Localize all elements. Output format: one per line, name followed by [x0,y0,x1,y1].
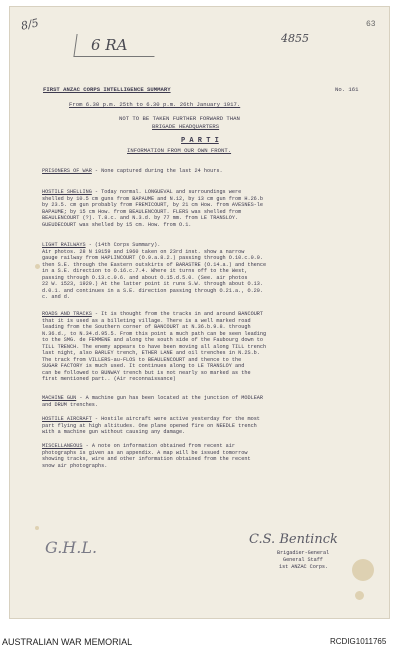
text-line: TILL TRENCH. The enemy appears to have been moving all along TILL trench [42,343,267,350]
footer-institution: AUSTRALIAN WAR MEMORIAL [2,637,133,647]
part-heading: P A R T I [181,137,219,145]
text-line: gauge railway from HAPLINCOURT (O.9.a.8.2.) passing through O.10.c.0.0. [42,255,264,261]
section-machine-guns [42,395,372,408]
part-subtitle: INFORMATION FROM OUR OWN FRONT. [127,147,232,154]
text-line: snow air photographs. [42,462,108,469]
text-line: 22 W. 1523, 1929.) At the latter point it runs S.W. through about O.13. [42,281,264,287]
text-line: The track from VILLERS-au-FLOS to BEAULENCOURT and thence to the [42,356,242,363]
handwritten-note-right: 4855 [281,32,309,45]
stain-mark [355,591,364,600]
section-railways [42,242,372,301]
text-line: SUGAR FACTORY is much used. It continues along to LE TRANSLOY and [42,363,245,369]
text-line: part flying at high altitudes. One plane opened fire on NEEDLE trench [42,422,257,429]
archive-footer [0,630,403,654]
page-number: 63 [366,20,376,29]
section-roads [42,311,372,383]
footer-identifier: RCDIG1011765 [330,637,387,646]
section-heading: ROADS AND TRACKS [42,311,92,317]
section-heading: PRISONERS OF WAR [42,168,92,174]
section-heading: MISCELLANEOUS [42,443,83,449]
handwritten-signature: C.S. Bentinck [249,532,338,547]
section-text: - None captured during the last 24 hours. [91,168,223,174]
text-line: Air photos. 28 N 19159 and 1960 taken on 23rd inst. show a narrow [42,248,245,255]
text-line: to the SMG. de FEMMENE and along the south side of the Faubourg down to [42,337,264,343]
text-line: by 23.5. cm gun probably from FREMICOURT, by 21 cm How. from AVESNES-le [42,202,264,208]
stain-mark [352,559,374,581]
text-line: - It is thought from the tracks in and around BANCOURT [91,311,264,317]
section-shelling [42,189,372,228]
text-line: with a machine gun without causing any damage. [42,429,186,435]
section-aircraft [42,416,372,436]
summary-number: No. 161 [335,86,359,93]
text-line: first mentioned part.. (Air reconnaissance) [42,376,176,382]
stain-mark [35,526,39,530]
signatory-rank: Brigadier-General [277,550,330,556]
text-line: that it is used as a billeting village. There is a well marked road [42,317,251,324]
text-line: BAPAUME; by 15 cm How. from BEAULENCOURT. FLERS was shelled from [42,208,242,215]
text-line: in a S.E. direction to O.16.c.7.4. Where it turns off to the West, [42,268,248,274]
text-line: shelled by 10.5 cm guns from BAPAUME and N.12, by 13 cm gun from H.26.b [42,195,264,202]
text-line: then S.E. through the Eastern outskirts of BARASTRE (O.14.a.) and thence [42,261,267,268]
handwriting-box [73,34,157,57]
section-heading: HOSTILE SHELLING [42,189,92,195]
handwritten-note-center: 6 RA [91,36,128,54]
section-heading: HOSTILE AIRCRAFT [42,416,92,422]
restriction-line-2: BRIGADE HEADQUARTERS [152,123,220,130]
text-line: showing tracks, wire and other information obtained from the recent [42,456,251,462]
section-heading: MACHINE GUN [42,395,77,401]
text-line: leading from the Southern corner of BANCOURT at N.36.b.9.8. through [42,324,251,330]
handwritten-note-left: 8/5 [19,16,40,33]
summary-period: From 6.30 p.m. 25th to 6.30 p.m. 26th January 1917. [69,101,241,108]
text-line: last night, also BARLEY trench, ETHER LANE and oil trenches in N.2S.b. [42,350,260,356]
text-line: d.0.1. and continues in a S.E. direction passing through O.21.a., O.20. [42,287,264,294]
text-line: photographs is given as an appendix. A map will be issued tomorrow [42,449,248,456]
stain-mark [35,264,40,269]
text-line: - (14th Corps Summary). [85,242,161,248]
section-prisoners [42,168,372,175]
text-line: can be followed to BUNWAY trench but is not nearly so marked as the [42,369,251,376]
signatory-unit: 1st ANZAC Corps. [279,564,329,570]
handwritten-initials: G.H.L. [45,538,98,557]
text-line: N.36.d., to N.34.d.95.5. From this point a much path can be seen leading [42,330,267,337]
section-miscellaneous [42,443,372,469]
summary-title: FIRST ANZAC CORPS INTELLIGENCE SUMMARY [43,86,171,93]
text-line: and DRUM trenches. [42,401,99,408]
text-line: - A note on information obtained from recent air [82,443,236,449]
signatory-staff: General Staff [283,557,323,563]
text-line: - Hostile aircraft were active yesterday for the most [91,416,260,422]
restriction-line-1: NOT TO BE TAKEN FURTHER FORWARD THAN [119,115,240,122]
text-line: - A machine gun has been located at the junction of MODLEAR [76,395,264,401]
document-page [9,6,390,619]
text-line: - Today normal. LONGUEVAL and surroundings were [91,189,242,195]
text-line: GUEUDECOURT was shelled by 15 cm. How. from O.1. [42,221,192,228]
text-line: BEAULENCOURT (?). T.8.c. and N.3.d. by 77 mm. from LE TRANSLOY. [42,215,239,221]
text-line: passing through O.13.c.0.6. and about O.15.d.5.0. (See. air photos [42,274,248,281]
text-line: c. and d. [42,294,71,300]
section-heading: LIGHT RAILWAYS [42,242,86,248]
